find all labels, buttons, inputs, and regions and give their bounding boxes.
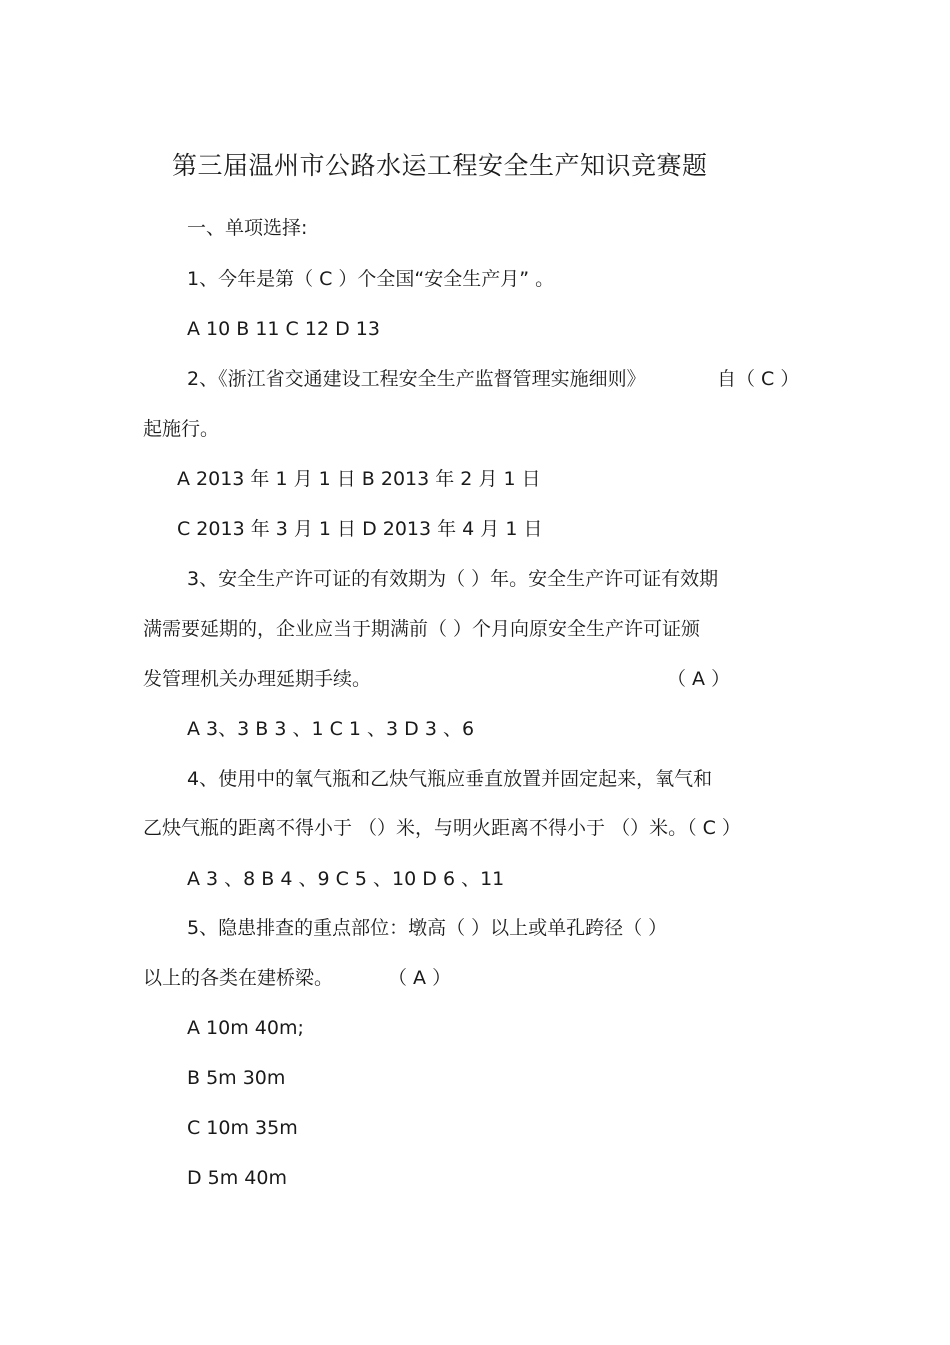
question-5-line-2: 以上的各类在建桥梁。 bbox=[143, 967, 334, 989]
question-5-option-b: B 5m 30m bbox=[187, 1067, 286, 1089]
question-2-options-1: A 2013 年 1 月 1 日 B 2013 年 2 月 1 日 bbox=[177, 468, 541, 490]
question-2-line-1: 2、《浙江省交通建设工程安全生产监督管理实施细则》 bbox=[187, 368, 646, 390]
question-2-answer: 自（ C ） bbox=[717, 368, 800, 390]
question-3-answer: （ A ） bbox=[667, 668, 731, 690]
question-1-text: 1、今年是第（ C ）个全国“安全生产月” 。 bbox=[187, 268, 555, 290]
question-2-options-2: C 2013 年 3 月 1 日 D 2013 年 4 月 1 日 bbox=[177, 518, 543, 540]
question-5-answer: （ A ） bbox=[388, 967, 452, 989]
question-5-option-a: A 10m 40m; bbox=[187, 1017, 304, 1039]
section-heading: 一、单项选择: bbox=[187, 217, 308, 239]
question-1-options: A 10 B 11 C 12 D 13 bbox=[187, 318, 380, 340]
question-2-line-2: 起施行。 bbox=[143, 418, 220, 440]
question-4-line-2: 乙炔气瓶的距离不得小于 （）米，与明火距离不得小于 （）米。（ C ） bbox=[143, 817, 741, 839]
question-4-line-1: 4、使用中的氧气瓶和乙炔气瓶应垂直放置并固定起来，氧气和 bbox=[187, 768, 713, 790]
page-title: 第三届温州市公路水运工程安全生产知识竞赛题 bbox=[172, 151, 708, 180]
question-5-line-1: 5、隐患排查的重点部位：墩高（ ）以上或单孔跨径（ ） bbox=[187, 917, 668, 939]
question-3-line-1: 3、安全生产许可证的有效期为（ ）年。安全生产许可证有效期 bbox=[187, 568, 719, 590]
question-3-line-3: 发管理机关办理延期手续。 bbox=[143, 668, 372, 690]
question-5-option-c: C 10m 35m bbox=[187, 1117, 298, 1139]
question-3-options: A 3、3 B 3 、1 C 1 、3 D 3 、6 bbox=[187, 718, 475, 740]
question-4-options: A 3 、8 B 4 、9 C 5 、10 D 6 、11 bbox=[187, 868, 505, 890]
question-3-line-2: 满需要延期的，企业应当于期满前（ ）个月向原安全生产许可证颁 bbox=[143, 618, 701, 640]
question-5-option-d: D 5m 40m bbox=[187, 1167, 287, 1189]
